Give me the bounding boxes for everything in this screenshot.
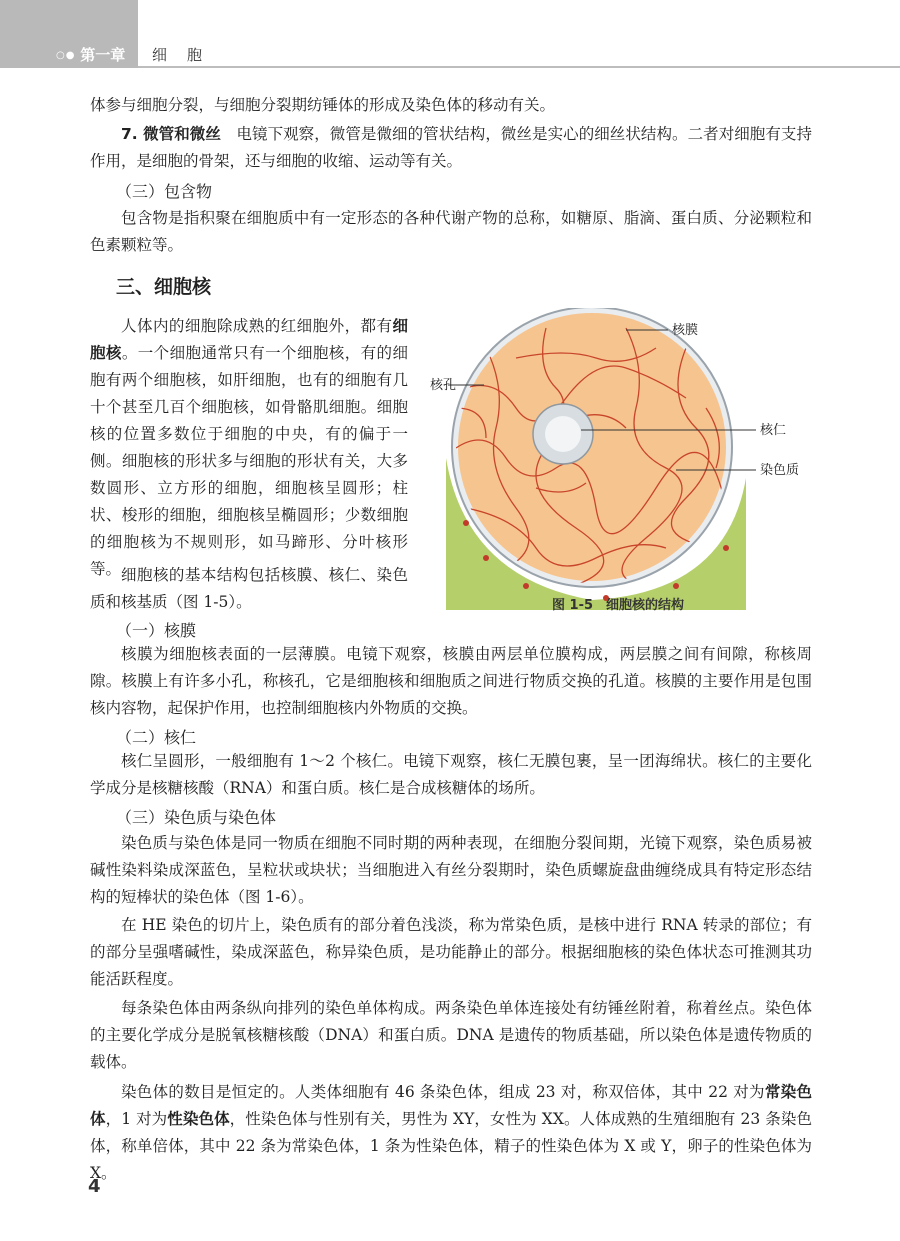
paragraph-2 [90,121,812,175]
paragraph-4-text-a: 人体内的细胞除成熟的红细胞外，都有 [121,317,393,335]
cytoplasm-granule [483,555,489,561]
cytoplasm-granule [723,545,729,551]
term-nucleus: 细胞核 [90,317,408,362]
subheading-nucleolus: （二）核仁 [116,728,197,747]
paragraph-2-text: 电镜下观察，微管是微细的管状结构，微丝是实心的细丝状结构。二者对细胞有支持作用，是细胞的骨架，还与细胞的收缩、运动等有关。 [90,125,812,170]
paragraph-6: 核膜为细胞核表面的一层薄膜。电镜下观察，核膜由两层单位膜构成，两层膜之间有间隙，称核周隙。核膜上有许多小孔，称核孔，它是细胞核和细胞质之间进行物质交换的孔道。核膜的主要作用是包围核内容物，起保护作用，也控制细胞核内外物质的交换。 [90,645,812,717]
subheading-inclusion: （三）包含物 [116,182,213,201]
paragraph-1: 体参与细胞分裂，与细胞分裂期纺锤体的形成及染色体的移动有关。 [90,96,556,114]
paragraph-11-text-b: ，1 对为 [105,1110,168,1128]
label-nucleolus: 核仁 [760,423,787,438]
item-heading-microtubule: 7. 微管和微丝 [121,125,221,143]
page-number: 4 [88,1176,101,1197]
paragraph-11 [90,1079,812,1187]
paragraph-9: 在 HE 染色的切片上，染色质有的部分着色浅淡，称为常染色质，是核中进行 RNA 转录的部位；有的部分呈强嗜碱性，染成深蓝色，称异染色质，是功能静止的部分。根据细胞核的染色体状态可推测其功能活跃程度。 [90,916,812,988]
label-pore: 核孔 [430,378,457,393]
header-rule [138,66,900,68]
paragraph-11-text-a: 染色体的数目是恒定的。人类体细胞有 46 条染色体，组成 23 对，称双倍体，其中 22 对为 [121,1083,765,1101]
term-sex-chromosome: 性染色体 [167,1110,230,1128]
paragraph-8: 染色质与染色体是同一物质在细胞不同时期的两种表现，在细胞分裂间期，光镜下观察，染色质易被碱性染料染成深蓝色，呈粒状或块状；当细胞进入有丝分裂期时，染色质螺旋盘曲缠绕成具有特定形态结构的短棒状的染色体（图 1-6）。 [90,834,812,906]
paragraph-10: 每条染色体由两条纵向排列的染色单体构成。两条染色单体连接处有纺锤丝附着，称着丝点。染色体的主要化学成分是脱氧核糖核酸（DNA）和蛋白质。DNA 是遗传的物质基础，所以染色体是遗传物质的载体。 [90,999,812,1071]
header-dots-icon: ○● [56,50,76,61]
paragraph-5: 细胞核的基本结构包括核膜、核仁、染色质和核基质（图 1-5）。 [90,566,408,611]
label-membrane: 核膜 [672,323,699,338]
subheading-chromatin: （三）染色质与染色体 [116,808,277,827]
chapter-title: 细胞 [152,46,223,64]
section-heading-nucleus: 三、细胞核 [116,276,212,298]
nucleolus-center [545,416,581,452]
paragraph-4 [90,313,408,583]
paragraph-11-text-c: ，性染色体与性别有关，男性为 XY，女性为 XX。人体成熟的生殖细胞有 23 条染色体，称单倍体，其中 22 条为常染色体，1 条为性染色体，精子的性染色体为 X 或 Y，卵子的性染色体为 X。 [90,1110,812,1182]
nucleus-structure-figure [426,308,816,610]
paragraph-7: 核仁呈圆形，一般细胞有 1～2 个核仁。电镜下观察，核仁无膜包裹，呈一团海绵状。核仁的主要化学成分是核糖核酸（RNA）和蛋白质。核仁是合成核糖体的场所。 [90,752,812,797]
term-autosome: 常染色体 [90,1083,812,1128]
subheading-membrane: （一）核膜 [116,621,197,640]
chapter-number: 第一章 [80,46,126,64]
paragraph-3: 包含物是指积聚在细胞质中有一定形态的各种代谢产物的总称，如糖原、脂滴、蛋白质、分泌颗粒和色素颗粒等。 [90,209,812,254]
cytoplasm-granule [673,583,679,589]
cytoplasm-granule [523,583,529,589]
cytoplasm-granule [463,520,469,526]
label-chromatin: 染色质 [760,463,800,478]
figure-caption: 图 1-5 细胞核的结构 [552,598,685,613]
chapter-label [56,44,125,65]
paragraph-4-text-b: 。一个细胞通常只有一个细胞核，有的细胞有两个细胞核，如肝细胞，也有的细胞有几十个甚至几百个细胞核，如骨骼肌细胞。细胞核的位置多数位于细胞的中央，有的偏于一侧。细胞核的形状多与细胞的形状有关，大多数圆形、立方形的细胞，细胞核呈圆形；柱状、梭形的细胞，细胞核呈椭圆形；少数细胞的细胞核为不规则形，如马蹄形、分叶核形等。 [90,344,408,578]
